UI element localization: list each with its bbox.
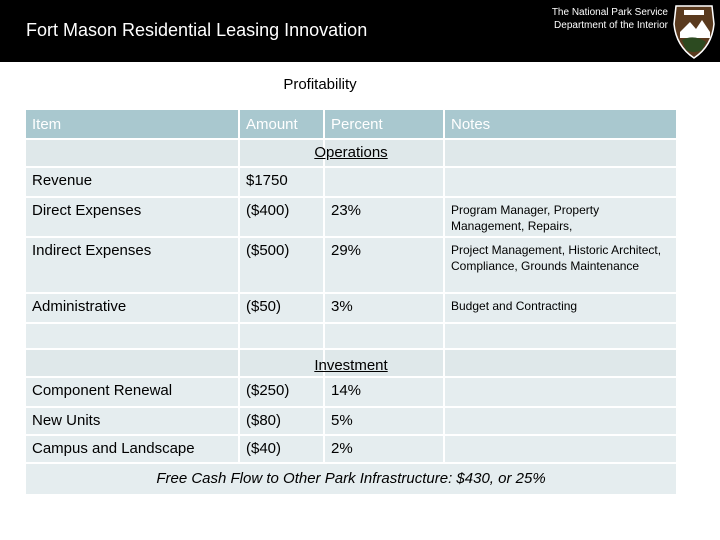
cell-amount: ($50) — [240, 294, 325, 324]
slide-title: Profitability — [283, 76, 357, 93]
cell-percent: 14% — [325, 378, 445, 408]
cell-notes: Program Manager, Property Management, Repairs, — [445, 198, 676, 238]
cell-notes: Project Management, Historic Architect, Compliance, Grounds Maintenance — [445, 238, 676, 294]
section-label-operations: Operations — [314, 144, 388, 161]
cell-notes — [445, 168, 676, 198]
column-header-amount: Amount — [240, 110, 325, 140]
cell-percent: 2% — [325, 436, 445, 464]
table-row — [26, 378, 676, 408]
cell-amount: ($80) — [240, 408, 325, 436]
footer-row — [26, 464, 676, 494]
cell-percent — [325, 168, 445, 198]
table-row — [26, 238, 676, 294]
agency-line-2: Department of the Interior — [554, 20, 668, 31]
agency-credit — [552, 6, 668, 32]
nps-arrowhead-icon — [672, 2, 716, 60]
section-row-investment — [26, 350, 676, 378]
table-header-row — [26, 110, 676, 140]
cell-item: Revenue — [26, 168, 240, 198]
cell-percent: 5% — [325, 408, 445, 436]
agency-line-1: The National Park Service — [551, 7, 668, 18]
cell-item: Component Renewal — [26, 378, 240, 408]
table-row — [26, 408, 676, 436]
cell-percent: 3% — [325, 294, 445, 324]
column-header-percent: Percent — [325, 110, 445, 140]
cell-notes: Budget and Contracting — [445, 294, 676, 324]
header-bar — [0, 0, 720, 62]
cell-item: New Units — [26, 408, 240, 436]
cell-item: Administrative — [26, 294, 240, 324]
cell-amount: ($500) — [240, 238, 325, 294]
column-header-notes: Notes — [445, 110, 676, 140]
profitability-table — [26, 110, 676, 494]
cell-notes — [445, 408, 676, 436]
cell-percent: 23% — [325, 198, 445, 238]
section-label-investment: Investment — [314, 357, 388, 374]
free-cash-flow-summary: Free Cash Flow to Other Park Infrastructure: $430, or 25% — [156, 470, 546, 487]
cell-item: Campus and Landscape — [26, 436, 240, 464]
cell-amount: ($250) — [240, 378, 325, 408]
column-header-item: Item — [26, 110, 240, 140]
cell-amount: ($400) — [240, 198, 325, 238]
cell-amount: ($40) — [240, 436, 325, 464]
cell-item: Indirect Expenses — [26, 238, 240, 294]
cell-item: Direct Expenses — [26, 198, 240, 238]
table-row — [26, 198, 676, 238]
cell-percent: 29% — [325, 238, 445, 294]
table-row — [26, 436, 676, 464]
presentation-title: Fort Mason Residential Leasing Innovation — [26, 20, 368, 40]
table-row — [26, 294, 676, 324]
cell-notes — [445, 378, 676, 408]
table-row — [26, 168, 676, 198]
table-row-empty — [26, 324, 676, 350]
section-row-operations — [26, 140, 676, 168]
cell-amount: $1750 — [240, 168, 325, 198]
cell-notes — [445, 436, 676, 464]
